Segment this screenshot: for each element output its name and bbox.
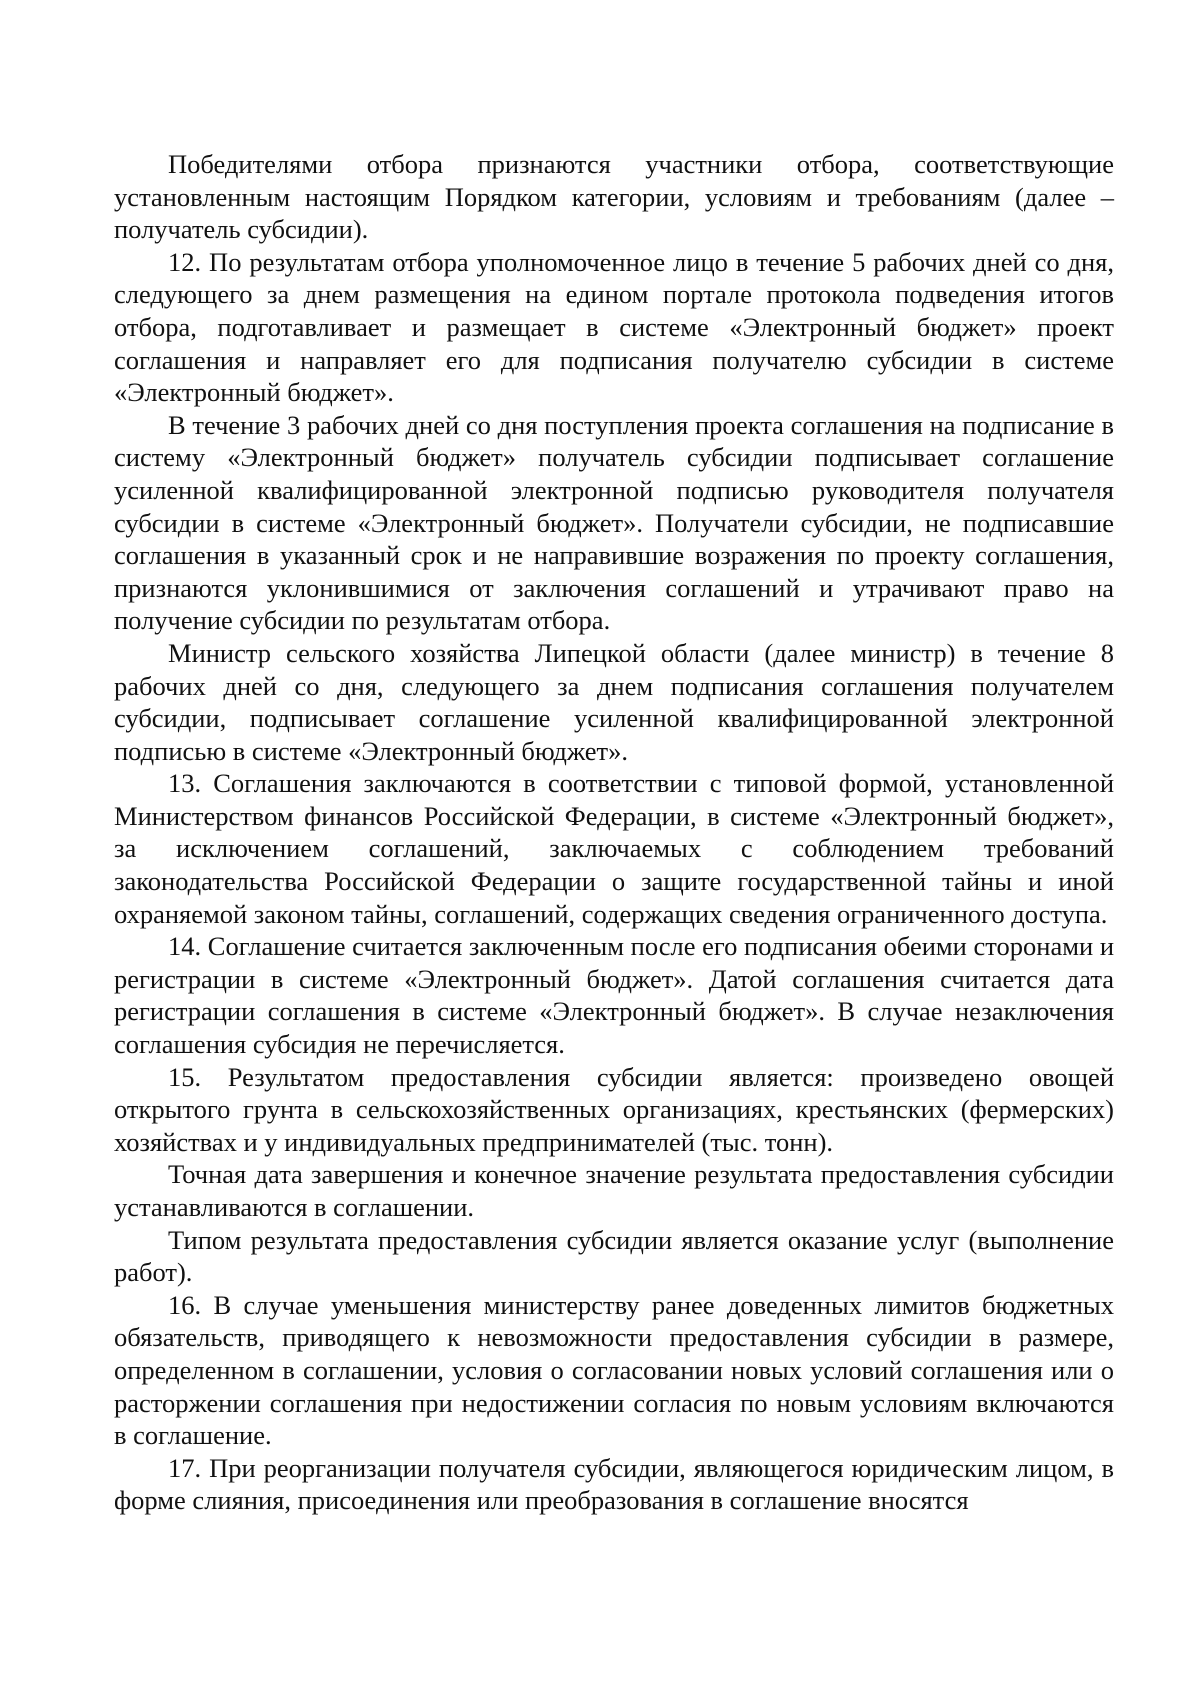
paragraph-signing-deadline: В течение 3 рабочих дней со дня поступления проекта соглашения на подписание в систему «Электронный бюджет» получатель субсидии подписывает соглашение усиленной квалифицированной электронной подписью руководителя получателя субсидии в системе «Электронный бюджет». Получатели субсидии, не подписавшие соглашения в указанный срок и не направившие возражения по проекту соглашения, признаются уклонившимися от заключения соглашений и утрачивают право на получение субсидии по результатам отбора.: [114, 409, 1114, 636]
paragraph-result-type: Типом результата предоставления субсидии является оказание услуг (выполнение работ).: [114, 1224, 1114, 1288]
paragraph-item-13: 13. Соглашения заключаются в соответствии с типовой формой, установленной Министерством финансов Российской Федерации, в системе «Электронный бюджет», за исключением соглашений, заключаемых с соблюдением требований законодательства Российской Федерации о защите государственной тайны и иной охраняемой законом тайны, соглашений, содержащих сведения ограниченного доступа.: [114, 768, 1114, 929]
paragraph-item-17: 17. При реорганизации получателя субсидии, являющегося юридическим лицом, в форме слияния, присоединения или преобразования в соглашение вносятся: [114, 1452, 1114, 1516]
paragraph-item-16: 16. В случае уменьшения министерству ранее доведенных лимитов бюджетных обязательств, приводящего к невозможности предоставления субсидии в размере, определенном в соглашении, условия о согласовании новых условий соглашения или о расторжении соглашения при недостижении согласия по новым условиям включаются в соглашение.: [114, 1289, 1114, 1451]
paragraph-item-12: 12. По результатам отбора уполномоченное лицо в течение 5 рабочих дней со дня, следующего за днем размещения на едином портале протокола подведения итогов отбора, подготавливает и размещает в системе «Электронный бюджет» проект соглашения и направляет его для подписания получателю субсидии в системе «Электронный бюджет».: [114, 246, 1114, 408]
paragraph-winners: Победителями отбора признаются участники отбора, соответствующие установленным настоящим Порядком категории, условиям и требованиям (далее – получатель субсидии).: [114, 149, 1114, 245]
paragraph-item-15: 15. Результатом предоставления субсидии является: произведено овощей открытого грунта в сельскохозяйственных организациях, крестьянских (фермерских) хозяйствах и у индивидуальных предпринимателей (тыс. тонн).: [114, 1061, 1114, 1157]
paragraph-minister-signing: Министр сельского хозяйства Липецкой области (далее министр) в течение 8 рабочих дней со дня, следующего за днем подписания соглашения получателем субсидии, подписывает соглашение усиленной квалифицированной электронной подписью в системе «Электронный бюджет».: [114, 637, 1114, 766]
document-page: [114, 148, 1114, 1517]
paragraph-result-date: Точная дата завершения и конечное значение результата предоставления субсидии устанавливаются в соглашении.: [114, 1159, 1114, 1222]
paragraph-item-14: 14. Соглашение считается заключенным после его подписания обеими сторонами и регистрации в системе «Электронный бюджет». Датой соглашения считается дата регистрации соглашения в системе «Электронный бюджет». В случае незаключения соглашения субсидия не перечисляется.: [114, 931, 1114, 1060]
